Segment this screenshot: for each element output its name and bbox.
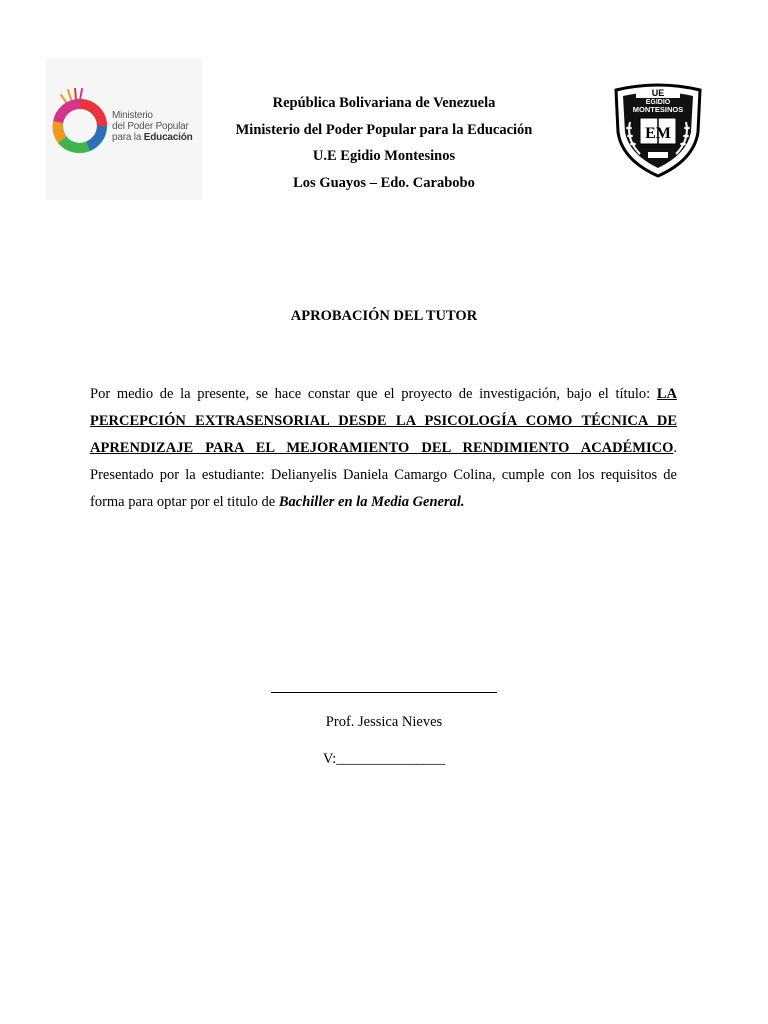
ministry-logo-text — [112, 110, 193, 143]
crest-initials: EM — [645, 125, 671, 142]
degree-name: Bachiller en la Media General. — [278, 494, 465, 510]
crest-top-text: UE — [651, 88, 665, 98]
header-line-republic: República Bolivariana de Venezuela — [272, 95, 496, 111]
header-line-school: U.E Egidio Montesinos — [312, 148, 456, 164]
crest-arc-text-1: EGIDIO — [645, 99, 671, 106]
school-shield-icon — [606, 82, 710, 180]
ministry-logo-line3-prefix: para la — [112, 132, 142, 143]
paragraph-intro: Por medio de la presente, se hace constar que el proyecto de investigación, bajo el título: — [90, 386, 657, 402]
header-line-location: Los Guayos – Edo. Carabobo — [293, 174, 475, 191]
paragraph-body: . Presentado por la estudiante: Delianyelis Daniela Camargo Colina, cumple con los requisitos de forma para optar por el titulo de — [90, 440, 677, 510]
header-line-ministry: Ministerio del Poder Popular para la Educación — [235, 121, 533, 138]
signature-line — [271, 692, 497, 693]
ministry-ring-icon — [50, 88, 112, 156]
ministry-logo — [46, 58, 202, 200]
ministry-logo-line1: Ministerio — [112, 110, 153, 121]
crest-arc-text-2: MONTESINOS — [632, 105, 684, 114]
thesis-title: LA PERCEPCIÓN EXTRASENSORIAL DESDE LA PSICOLOGÍA COMO TÉCNICA DE APRENDIZAJE PARA EL MEJORAMIENTO DEL RENDIMIENTO ACADÉMICO — [90, 386, 677, 456]
institution-header — [210, 90, 558, 196]
ministry-logo-line3-bold: Educación — [143, 132, 193, 143]
approval-paragraph — [90, 381, 677, 516]
document-title: APROBACIÓN DEL TUTOR — [290, 308, 478, 324]
tutor-id-line: V:_______________ — [322, 751, 446, 767]
tutor-name: Prof. Jessica Nieves — [325, 714, 443, 730]
ministry-logo-line2: del Poder Popular — [112, 121, 189, 132]
school-crest-logo — [606, 82, 710, 180]
